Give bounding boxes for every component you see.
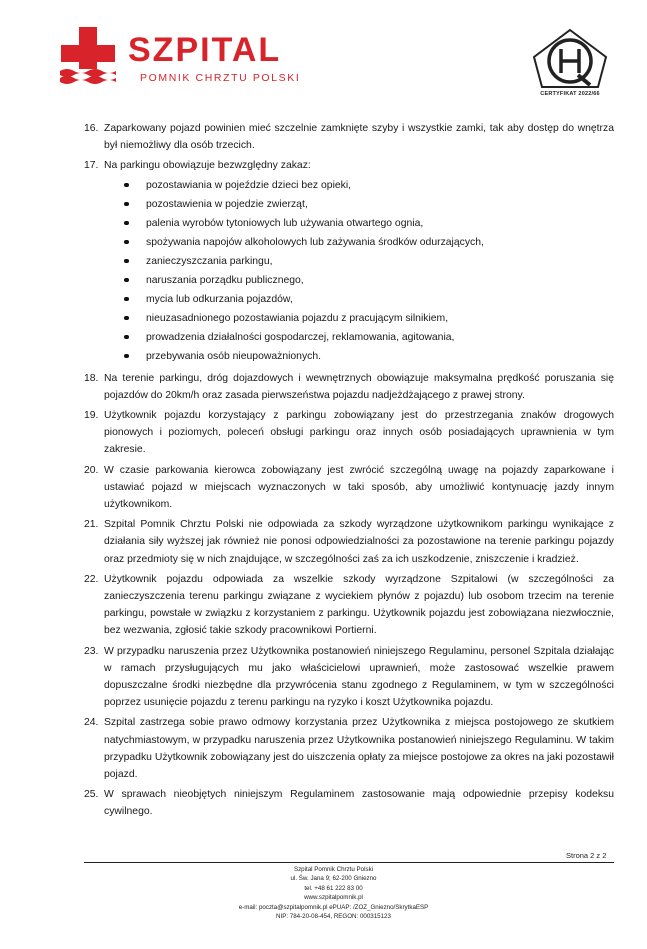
regulation-item-21 (84, 516, 614, 568)
item-number: 22. (84, 573, 99, 585)
bullet-icon (124, 297, 129, 302)
bullet-icon (124, 221, 129, 226)
page-number: Strona 2 z 2 (566, 851, 607, 860)
list-item: zanieczyszczania parkingu, (146, 253, 614, 270)
bullet-icon (124, 335, 129, 340)
list-item: palenia wyrobów tytoniowych lub używania otwartego ognia, (146, 215, 614, 232)
bullet-icon (124, 259, 129, 264)
footer-org-name: Szpital Pomnik Chrztu Polski (293, 866, 374, 873)
regulation-item-17 (84, 157, 614, 366)
bullet-icon (124, 316, 129, 321)
page-header (0, 0, 647, 112)
list-item: nieuzasadnionego pozostawiania pojazdu z pracującym silnikiem, (146, 310, 614, 327)
footer-tax-ids: NIP: 784-20-08-454, REGON: 000315123 (276, 913, 391, 921)
certificate-label: CERTYFIKAT 2022/66 (540, 91, 600, 97)
page-footer (0, 865, 647, 921)
list-item: spożywania napojów alkoholowych lub zażywania środków odurzających, (146, 234, 614, 251)
footer-address: ul. Św. Jana 9; 62-200 Gniezno (290, 875, 377, 883)
list-item: przebywania osób nieupoważnionych. (146, 348, 614, 365)
item-number: 25. (84, 789, 99, 801)
regulation-content (84, 120, 614, 824)
prohibition-list (146, 177, 614, 365)
item-number: 21. (84, 519, 99, 531)
regulation-item-19 (84, 407, 614, 459)
item-text: Użytkownik pojazdu korzystający z parkingu zobowiązany jest do przestrzegania znaków drogowych pionowych i poziomych, poleceń obsługi parkingu oraz innych osób posiadających uprawnienia w tym zakresie. (104, 410, 614, 456)
item-text: Zaparkowany pojazd powinien mieć szczelnie zamknięte szyby i wszystkie zamki, tak aby dostęp do wnętrza był niemożliwy dla osób trzecich. (104, 123, 614, 152)
regulation-item-25 (84, 786, 614, 820)
list-item: pozostawienia w pojedzie zwierząt, (146, 196, 614, 213)
item-text: W przypadku naruszenia przez Użytkownika postanowień niniejszego Regulaminu, personel Szpitala działając w ramach przysługujących mu jako właścicielowi uprawnień, może zastosować wszelkie prawem dopuszczalne środki niezbędne dla przywrócenia stanu zgodnego z Regulaminem, w tym w szczególności poprzez usunięcie pojazdu z terenu parkingu na ryzyko i koszt Użytkownika pojazdu. (104, 645, 614, 709)
regulation-item-18 (84, 370, 614, 404)
bullet-icon (124, 240, 129, 245)
list-item: naruszania porządku publicznego, (146, 272, 614, 289)
footer-divider (84, 862, 614, 863)
regulation-item-20 (84, 462, 614, 514)
item-number: 17. (84, 160, 99, 172)
item-number: 19. (84, 410, 99, 422)
regulation-item-24 (84, 714, 614, 783)
item-text: Na terenie parkingu, dróg dojazdowych i wewnętrznych obowiązuje maksymalna prędkość poruszania się pojazdów do 20km/h oraz zasada pierwszeństwa pojazdu nadjeżdżającego z prawej strony. (104, 372, 614, 401)
item-number: 16. (84, 123, 99, 134)
list-item: prowadzenia działalności gospodarczej, reklamowania, agitowania, (146, 329, 614, 346)
footer-email: e-mail: poczta@szpitalpomnik.pl ePUAP: /ZOZ_Gniezno/SkrytkaESP (238, 903, 429, 911)
list-item: mycia lub odkurzania pojazdów, (146, 291, 614, 308)
red-cross-logo-icon (58, 27, 118, 87)
regulation-item-23 (84, 643, 614, 712)
logo-subtitle: POMNIK CHRZTU POLSKI (140, 72, 301, 84)
regulation-item-22 (84, 571, 614, 640)
item-text: Szpital zastrzega sobie prawo odmowy korzystania przez Użytkownika z miejsca postojowego ze skutkiem natychmiastowym, w przypadku naruszenia przez Użytkownika postanowień niniejszego Regulaminu. W takim przypadku Użytkownik zobowiązany jest do uiszczenia opłaty za miejsce postojowe za okres na jaki pozostawił pojazd. (104, 717, 614, 781)
logo-title: SZPITAL (128, 31, 282, 69)
item-number: 24. (84, 717, 99, 729)
item-text: Szpital Pomnik Chrztu Polski nie odpowiada za szkody wyrządzone użytkownikom parkingu wynikające z działania siły wyższej jak również nie ponosi odpowiedzialności za pozostawione na terenie parkingu pojazdy oraz przedmioty się w nich znajdujące, w szczególności zaś za ich uszkodzenie, zniszczenie i kradzież. (104, 519, 614, 565)
regulation-item-16 (84, 120, 614, 154)
bullet-icon (124, 183, 129, 188)
item-number: 20. (84, 464, 99, 476)
quality-certificate-icon (528, 27, 612, 99)
item-text: Na parkingu obowiązuje bezwzględny zakaz: (104, 160, 311, 172)
bullet-icon (124, 354, 129, 359)
footer-phone: tel. +48 61 222 83 00 (304, 884, 363, 892)
footer-website: www.szpitalpomnik.pl (304, 894, 363, 902)
item-number: 18. (84, 372, 99, 384)
item-text: W czasie parkowania kierowca zobowiązany jest zwrócić szczególną uwagę na pojazdy zaparkowane i ustawiać pojazd w miejscach wyznaczonych w taki sposób, aby umożliwić kontynuację jazdy innym użytkownikom. (104, 464, 614, 511)
item-text: Użytkownik pojazdu odpowiada za wszelkie szkody wyrządzone Szpitalowi (w szczególności za zanieczyszczenia terenu parkingu związane z wyciekiem płynów z pojazdu) lub osobom trzecim na terenie parkingu, powstałe w związku z korzystaniem z parkingu. Użytkownik pojazdu jest zobowiązana niezwłocznie, bez wezwania, zgłosić takie szkody pracownikowi Portierni. (104, 573, 614, 637)
bullet-icon (124, 202, 129, 207)
list-item: pozostawiania w pojeździe dzieci bez opieki, (146, 177, 614, 194)
item-number: 23. (84, 645, 99, 657)
item-text: W sprawach nieobjętych niniejszym Regulaminem zastosowanie mają odpowiednie przepisy kodeksu cywilnego. (104, 789, 614, 818)
bullet-icon (124, 278, 129, 283)
